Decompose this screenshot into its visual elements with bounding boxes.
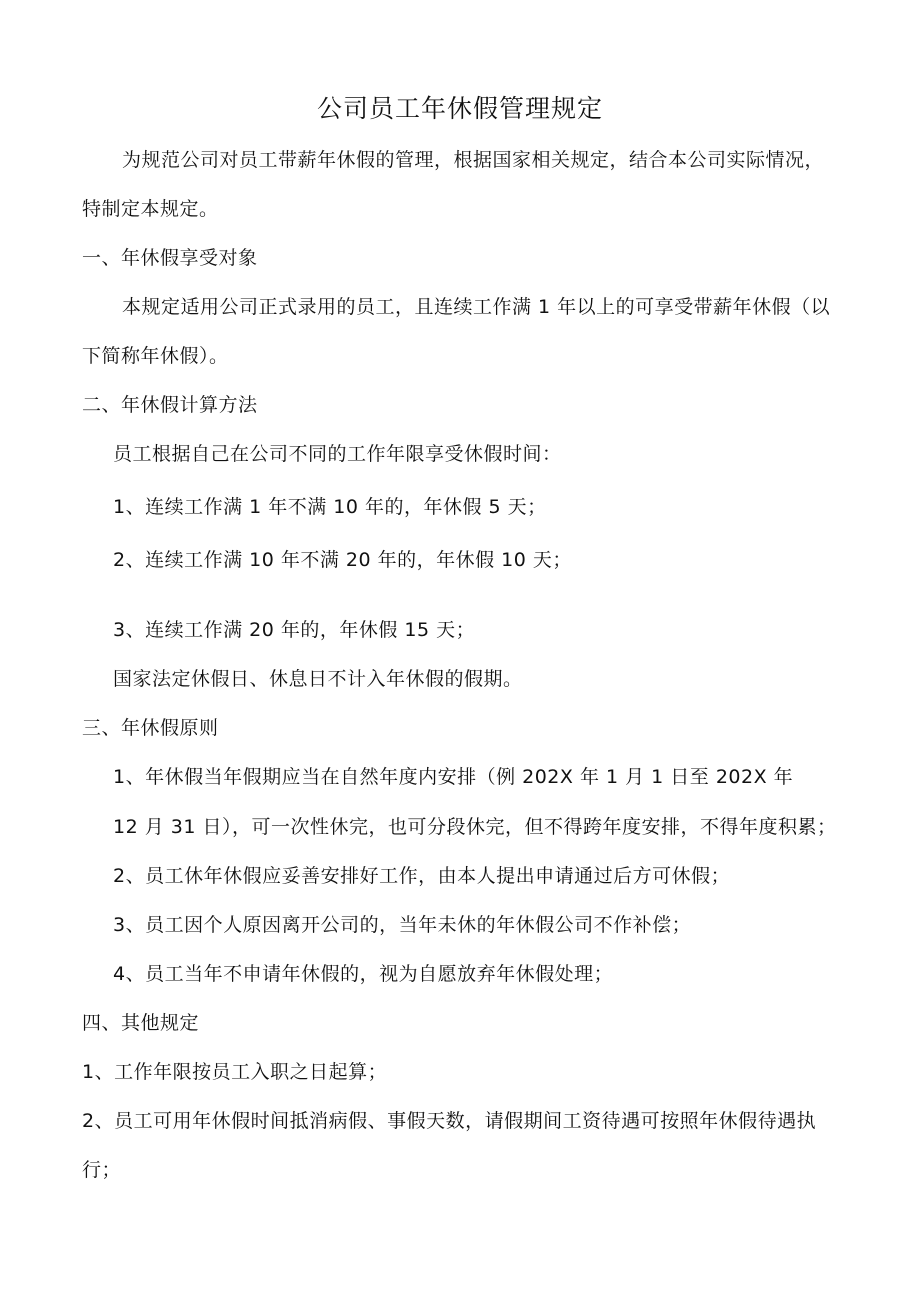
section1-para-line-2: 下简称年休假）。	[82, 345, 229, 367]
section4-item-2-line-2: 行；	[82, 1159, 122, 1181]
section2-item-3: 3、连续工作满 20 年的，年休假 15 天；	[113, 619, 476, 641]
section4-item-1: 1、工作年限按员工入职之日起算；	[82, 1061, 388, 1083]
intro-line-1: 为规范公司对员工带薪年休假的管理，根据国家相关规定，结合本公司实际情况，	[122, 149, 825, 171]
section2-intro: 员工根据自己在公司不同的工作年限享受休假时间：	[113, 443, 562, 465]
section4-heading: 四、其他规定	[82, 1012, 200, 1034]
section3-item-1-line-2: 12 月 31 日），可一次性休完，也可分段休完，但不得跨年度安排，不得年度积累；	[113, 816, 837, 838]
section2-heading: 二、年休假计算方法	[82, 394, 258, 416]
section3-item-2: 2、员工休年休假应妥善安排好工作，由本人提出申请通过后方可休假；	[113, 865, 731, 887]
section2-item-1: 1、连续工作满 1 年不满 10 年的，年休假 5 天；	[113, 496, 547, 518]
intro-line-2: 特制定本规定。	[82, 198, 219, 220]
section3-heading: 三、年休假原则	[82, 717, 219, 739]
section1-heading: 一、年休假享受对象	[82, 247, 258, 269]
section1-para-line-1: 本规定适用公司正式录用的员工，且连续工作满 1 年以上的可享受带薪年休假（以	[122, 296, 831, 318]
section2-item-2: 2、连续工作满 10 年不满 20 年的，年休假 10 天；	[113, 549, 572, 571]
document-title: 公司员工年休假管理规定	[316, 94, 603, 123]
section4-item-2-line-1: 2、员工可用年休假时间抵消病假、事假天数，请假期间工资待遇可按照年休假待遇执	[82, 1110, 817, 1132]
section2-note: 国家法定休假日、休息日不计入年休假的假期。	[113, 668, 523, 690]
section3-item-4: 4、员工当年不申请年休假的，视为自愿放弃年休假处理；	[113, 963, 614, 985]
section3-item-1-line-1: 1、年休假当年假期应当在自然年度内安排（例 202X 年 1 月 1 日至 202X 年	[113, 766, 794, 788]
section3-item-3: 3、员工因个人原因离开公司的，当年未休的年休假公司不作补偿；	[113, 914, 692, 936]
